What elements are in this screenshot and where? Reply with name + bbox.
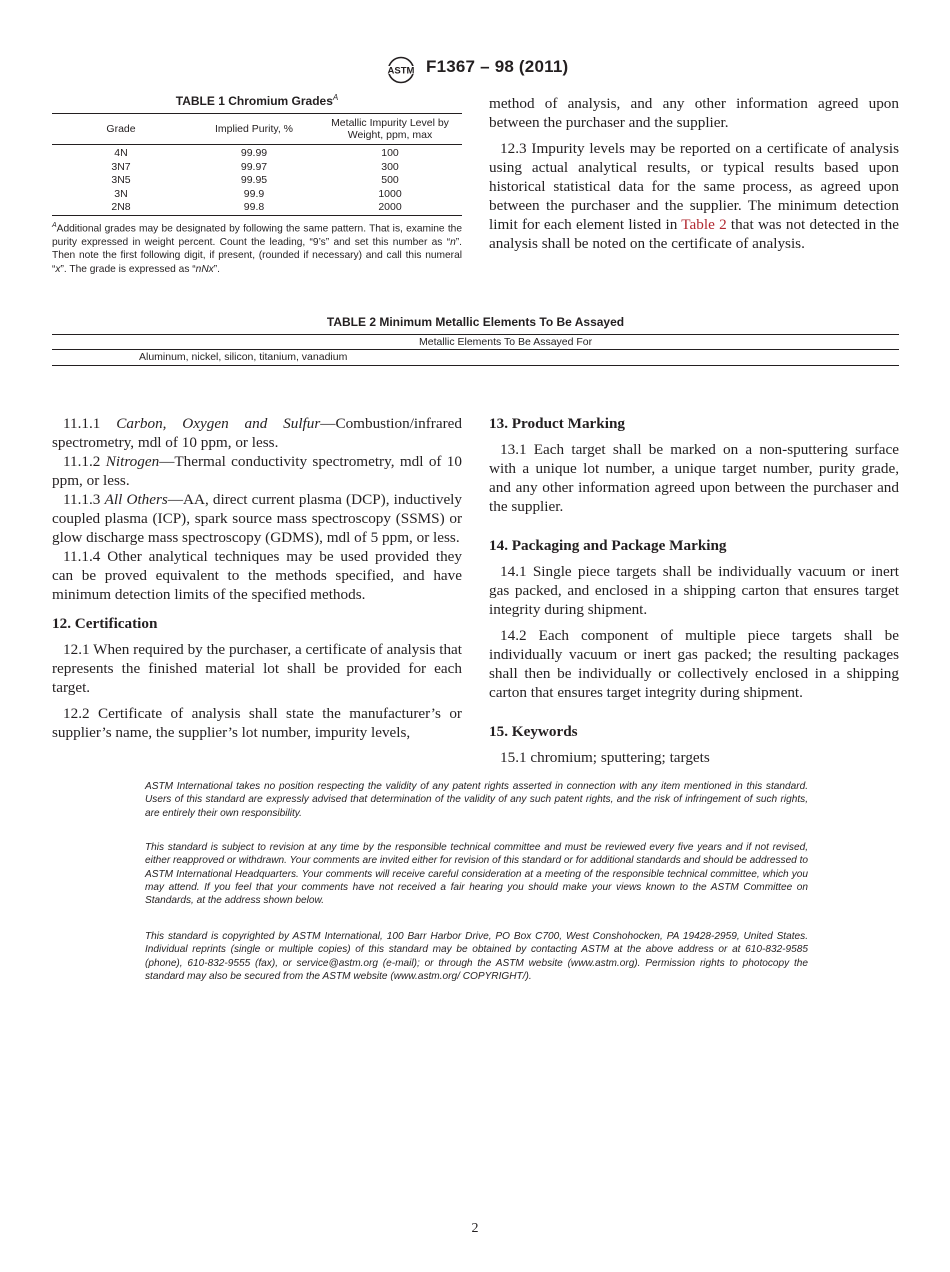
revision-notice: This standard is subject to revision at any time by the responsible technical committee and must be reviewed every five years and if not revised, either reapproved or withdrawn. Your comments are invited either for revision of this standard or for additional standards and should be addressed to ASTM International Headquarters. Your comments will receive careful consideration at a meeting of the responsible technical committee, which you may attend. If you feel that your comments have not received a fair hearing you should make your views known to the ASTM Committee on Standards, at the address shown below. — [145, 842, 809, 907]
column-header-impurity: Metallic Impurity Level by Weight, ppm, max — [331, 117, 449, 141]
standard-designation: F1367 – 98 (2011) — [426, 57, 569, 76]
table-row: 3N 99.9 1000 — [114, 187, 402, 200]
paragraph-12-2-continued: method of analysis, and any other information agreed upon between the purchaser and the supplier. — [489, 95, 899, 131]
table-row — [52, 350, 899, 366]
right-top-column — [489, 94, 899, 253]
paragraph-13-1: 13.1 Each target shall be marked on a non-sputtering surface with a unique lot number, a unique target number, purity grade, and any other information agreed upon between the purchaser and the supplier. — [489, 441, 899, 515]
elements-list: Aluminum, nickel, silicon, titanium, vanadium — [139, 351, 348, 363]
table-1 — [52, 93, 462, 277]
table-row: 3N5 99.95 500 — [111, 174, 399, 186]
table-2 — [52, 315, 899, 366]
logo-text: ASTM — [387, 65, 415, 77]
table-1-footnote: $^A$Additional grades may be designated by following the same pattern. That is, examine the purity expressed in weight percent. Count the leading, “9’s” and set this number as “n”. Then note the first following digit, if present, (rounded if necessary) and call this numeral “x”. The grade is expressed as “nNx”. — [52, 221, 462, 276]
paragraph-12-2: 12.2 Certificate of analysis shall state the manufacturer’s or supplier’s name, the supplier’s lot number, impurity levels, — [52, 705, 462, 741]
table-1-title: TABLE 1 Chromium Grades$^A$ — [175, 93, 339, 108]
table-row: 3N7 99.97 300 — [111, 160, 399, 173]
left-column — [52, 414, 462, 742]
paragraph-12-1: 12.1 When required by the purchaser, a certificate of analysis that represents the finished material lot shall be provided for each target. — [52, 641, 462, 696]
section-heading-14: 14. Packaging and Package Marking — [489, 537, 727, 554]
column-header-grade: Grade — [106, 123, 136, 135]
table-2-link[interactable]: Table 2 — [681, 216, 727, 233]
paragraph-15-1: 15.1 chromium; sputtering; targets — [500, 749, 710, 766]
patent-notice: ASTM International takes no position respecting the validity of any patent rights asserted in connection with any item mentioned in this standard. Users of this standard are expressly advised that determination of the validity of any such patent rights, and the risk of infringement of such rights, are entirely their own responsibility. — [145, 781, 808, 819]
table-2-title: TABLE 2 Minimum Metallic Elements To Be Assayed — [326, 315, 625, 329]
section-heading-13: 13. Product Marking — [489, 415, 625, 432]
section-heading-15: 15. Keywords — [489, 723, 578, 740]
paragraph-11-1-2: 11.1.2 Nitrogen—Thermal conductivity spectrometry, mdl of 10 ppm, or less. — [52, 453, 462, 489]
page-header — [0, 56, 950, 84]
paragraph-12-3: 12.3 Impurity levels may be reported on a certificate of analysis using actual analytical results, or typical results based upon historical statistical data for the same process, as agreed upon between the purchaser and the supplier. The minimum detection limit for each element listed in Table 2 that was not detected in the analysis shall be noted on the certificate of analysis. — [489, 140, 899, 252]
page-number: 2 — [471, 1221, 479, 1236]
table-2-header — [52, 334, 899, 350]
right-column — [489, 414, 899, 767]
paragraph-14-1: 14.1 Single piece targets shall be individually vacuum or inert gas packed, and enclosed in a shipping carton that ensures target integrity during shipment. — [489, 563, 899, 618]
table-row: 4N 99.99 100 — [114, 147, 399, 159]
column-header-elements: Metallic Elements To Be Assayed For — [419, 336, 593, 348]
table-row: 2N8 99.8 2000 — [52, 201, 462, 215]
chromium-grades-table — [52, 113, 462, 216]
column-header-purity: Implied Purity, % — [215, 123, 293, 135]
paragraph-11-1-3: 11.1.3 All Others—AA, direct current plasma (DCP), inductively coupled plasma (ICP), spark source mass spectroscopy (SSMS) or glow discharge mass spectroscopy (GDMS), mdl of 5 ppm, or less. — [52, 491, 462, 546]
paragraph-11-1-1: 11.1.1 Carbon, Oxygen and Sulfur—Combustion/infrared spectrometry, mdl of 10 ppm, or less. — [52, 415, 462, 451]
copyright-notice: This standard is copyrighted by ASTM International, 100 Barr Harbor Drive, PO Box C700, West Conshohocken, PA 19428-2959, United States. Individual reprints (single or multiple copies) of this standard may be obtained by contacting ASTM at the above address or at 610-832-9585 (phone), 610-832-9555 (fax), or service@astm.org (e-mail); or through the ASTM website (www.astm.org). Permission rights to photocopy the standard may also be secured from the ASTM website (www.astm.org/ COPYRIGHT/). — [145, 931, 808, 982]
section-heading-12: 12. Certification — [52, 615, 158, 632]
paragraph-11-1-4: 11.1.4 Other analytical techniques may be used provided they can be proved equivalent to the methods specified, and have minimum detection limits of the specified methods. — [52, 548, 462, 603]
astm-logo-icon — [382, 56, 420, 84]
paragraph-14-2: 14.2 Each component of multiple piece targets shall be individually vacuum or inert gas packed; the resulting packages shall then be individually or collectively enclosed in a shipping carton that ensures target integrity during shipment. — [489, 627, 899, 701]
